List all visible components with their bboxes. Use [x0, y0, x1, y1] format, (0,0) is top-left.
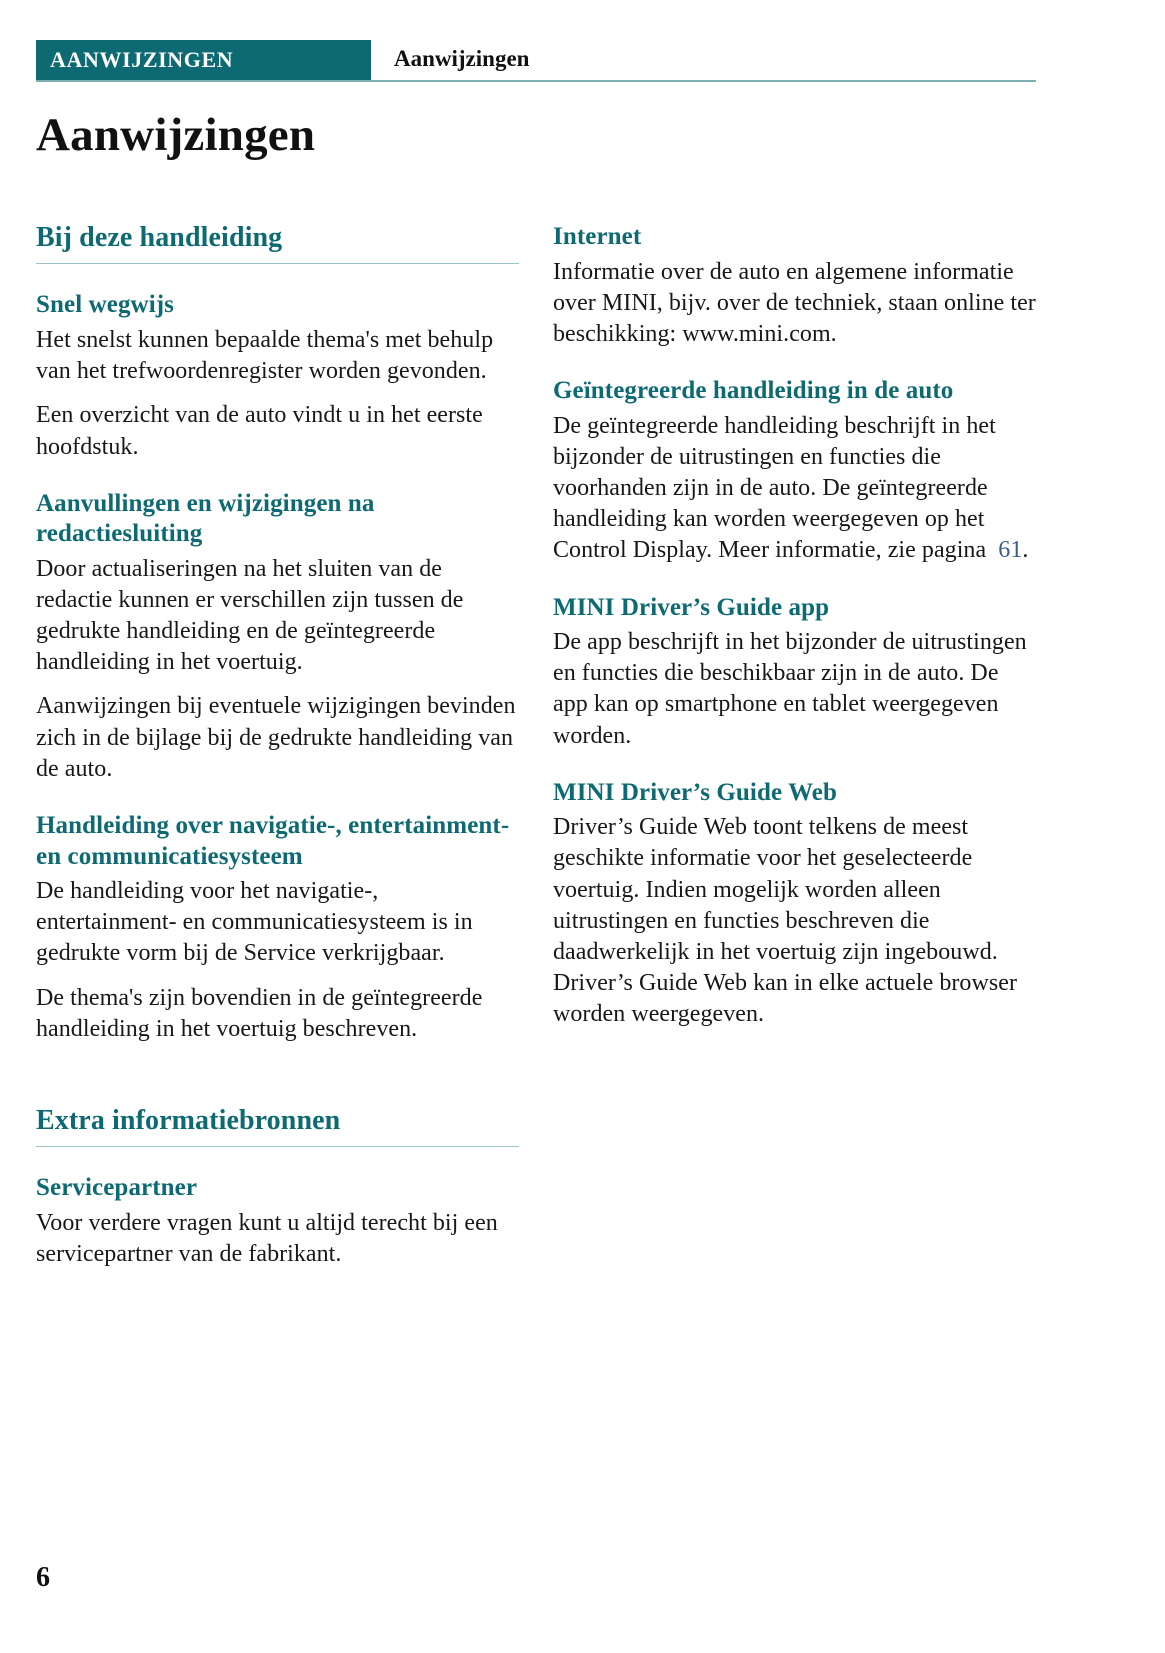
subsection-internet: [553, 222, 1036, 350]
subsection-snel-wegwijs: [36, 290, 519, 462]
subsection-handleiding-navigatie: [36, 811, 519, 1045]
body-paragraph: De thema's zijn bovendien in de geïntegreerde handleiding in het voertuig beschreven.: [36, 984, 483, 1042]
chapter-tab: [36, 40, 371, 80]
subsection-heading: Internet: [553, 223, 642, 250]
body-paragraph: Informatie over de auto en algemene informatie over MINI, bijv. over de techniek, staan online ter beschikking: www.mini.com.: [553, 258, 1036, 347]
body-paragraph: Door actualiseringen na het sluiten van de redactie kunnen er verschillen zijn tussen de gedrukte handleiding en de geïntegreerde handleiding in het voertuig.: [36, 555, 464, 676]
body-paragraph: Driver’s Guide Web toont telkens de meest geschikte informatie voor het geselecteerde voertuig. Indien mogelijk worden alleen uitrustingen en functies beschreven die daadwerkelijk in het voertuig zijn ingebouwd. Driver’s Guide Web kan in elke actuele browser worden weergegeven.: [553, 814, 1017, 1028]
left-column: [36, 222, 519, 1296]
section-heading-rule: [36, 1146, 519, 1147]
body-paragraph: Voor verdere vragen kunt u altijd terecht bij een servicepartner van de fabrikant.: [36, 1209, 498, 1268]
body-paragraph: Het snelst kunnen bepaalde thema's met behulp van het trefwoordenregister worden gevonden.: [36, 326, 494, 385]
chapter-tab-label: AANWIJZINGEN: [50, 47, 234, 72]
subsection-heading: Geïntegreerde handleiding in de auto: [553, 377, 954, 405]
subsection-heading: Handleiding over navigatie-, entertainment- en communicatiesysteem: [36, 812, 510, 870]
body-paragraph: Aanwijzingen bij eventuele wijzigingen bevinden zich in de bijlage bij de gedrukte handleiding van de auto.: [36, 693, 516, 782]
subsection-servicepartner: [36, 1173, 519, 1270]
body-text: De geïntegreerde handleiding beschrijft in het bijzonder de uitrustingen en functies die voorhanden zijn in de auto. De geïntegreerde handleiding kan worden weergegeven op het Control Display. Meer informatie, zie pagina: [553, 412, 996, 564]
section-bij-deze-handleiding: [36, 222, 519, 264]
subsection-heading: MINI Driver’s Guide app: [553, 593, 830, 621]
section-extra-informatiebronnen: [36, 1105, 519, 1147]
header-divider: [36, 80, 1036, 82]
body-text-tail: .: [1022, 537, 1029, 564]
subsection-drivers-guide-app: [553, 593, 1036, 752]
running-head-label: Aanwijzingen: [394, 46, 530, 71]
subsection-heading: Snel wegwijs: [36, 291, 175, 319]
page-reference-link[interactable]: 61: [998, 537, 1023, 564]
section-heading: Bij deze handleiding: [36, 222, 283, 253]
page-title: Aanwijzingen: [36, 109, 316, 161]
running-header: [36, 40, 1036, 82]
subsection-heading: Servicepartner: [36, 1174, 198, 1202]
subsection-aanvullingen-wijzigingen: [36, 489, 519, 785]
body-paragraph: De app beschrijft in het bijzonder de uitrustingen en functies die beschikbaar zijn in de auto. De app kan op smartphone en tablet weergegeven worden.: [553, 629, 1027, 749]
body-paragraph: Een overzicht van de auto vindt u in het eerste hoofdstuk.: [36, 402, 483, 460]
subsection-heading: MINI Driver’s Guide Web: [553, 778, 837, 806]
body-paragraph-with-page-reference: [553, 411, 1036, 567]
right-column: [553, 222, 1036, 1057]
section-heading-rule: [36, 263, 519, 264]
subsection-drivers-guide-web: [553, 778, 1036, 1031]
subsection-geintegreerde-handleiding: [553, 376, 1036, 566]
page-number: 6: [36, 1562, 50, 1593]
subsection-heading: Aanvullingen en wijzigingen na redactiesluiting: [36, 489, 375, 548]
body-paragraph: De handleiding voor het navigatie-, entertainment- en communicatiesysteem is in gedrukte vorm bij de Service verkrijgbaar.: [36, 878, 473, 967]
section-heading: Extra informatiebronnen: [36, 1104, 341, 1136]
